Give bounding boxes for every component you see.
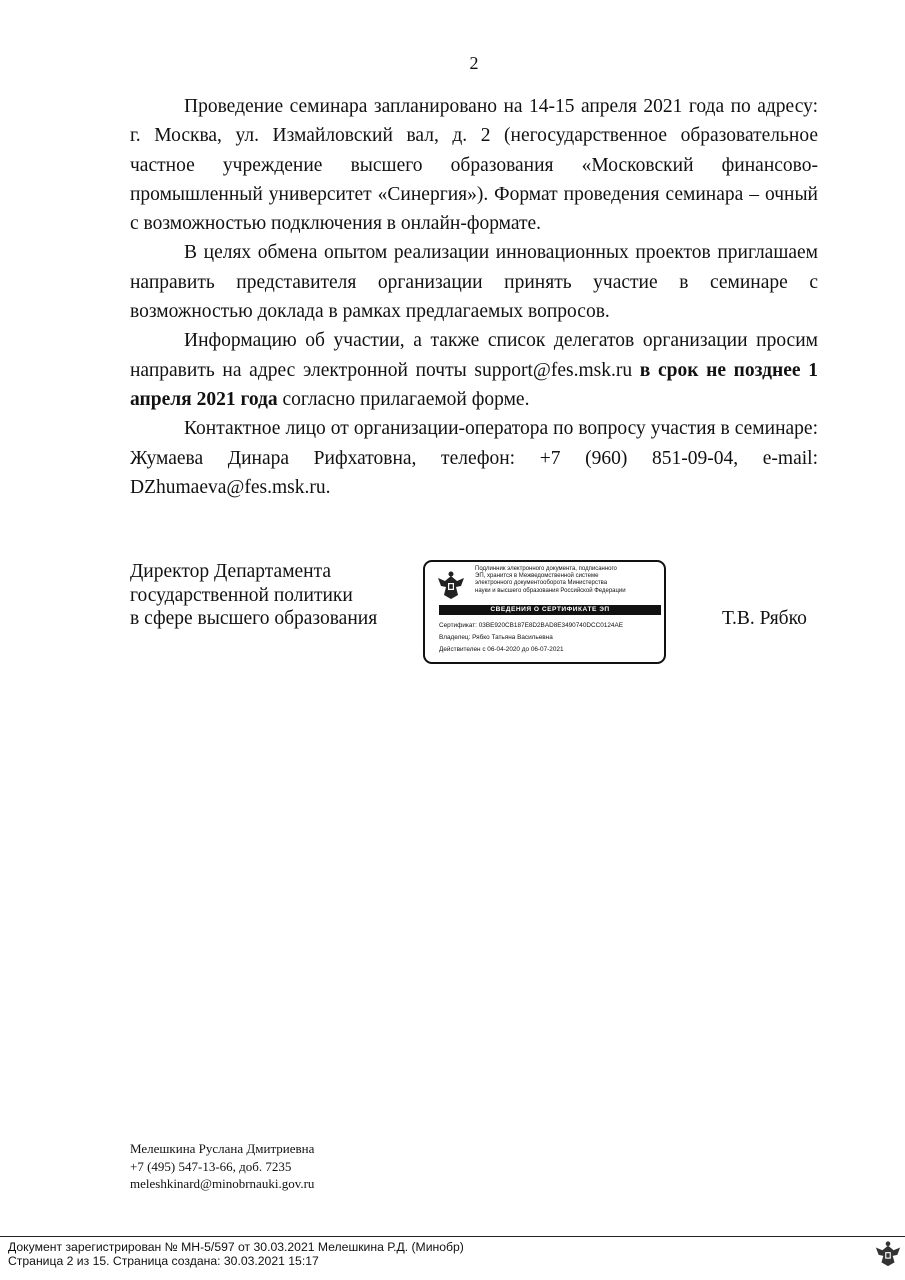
stamp-note-line: Подлинник электронного документа, подписанного xyxy=(475,566,617,572)
electronic-signature-stamp xyxy=(423,560,666,664)
footer-page-info: Страница 2 из 15. Страница создана: 30.03.2021 15:17 xyxy=(8,1253,319,1268)
signatory-name: Т.В. Рябко xyxy=(722,608,807,629)
footer xyxy=(8,1241,464,1268)
letter-body xyxy=(130,92,818,502)
paragraph-seminar-date: Проведение семинара запланировано на 14-15 апреля 2021 года по адресу: г. Москва, ул. Измайловский вал, д. 2 (негосударственное образовательное частное учреждение высшего образования «Московский финансово-промышленный университет «Синергия»). Формат проведения семинара – очный с возможностью подключения в онлайн-формате. xyxy=(130,96,818,235)
footer-registration: Документ зарегистрирован № МН-5/597 от 30.03.2021 Мелешкина Р.Д. (Минобр) xyxy=(8,1240,464,1254)
paragraph-deadline xyxy=(130,326,818,414)
signatory-title-line: Директор Департамента xyxy=(130,561,332,582)
footer-divider xyxy=(0,1236,905,1237)
executor-phone: +7 (495) 547-13-66, доб. 7235 xyxy=(130,1158,292,1174)
paragraph-contact: Контактное лицо от организации-оператора по вопросу участия в семинаре: Жумаева Динара Рифхатовна, телефон: +7 (960) 851-09-04, e-mail: DZhumaeva@fes.msk.ru. xyxy=(130,418,818,498)
stamp-note-line: науки и высшего образования Российской Федерации xyxy=(475,587,626,594)
certificate-number: Сертификат: 03BE920CB187E8D2BAD8E3490740DCC0124AE xyxy=(439,622,623,629)
eagle-emblem-icon xyxy=(873,1240,903,1268)
stamp-note-line: ЭП, хранится в Межведомственной системе xyxy=(475,573,599,580)
executor-name: Мелешкина Руслана Дмитриевна xyxy=(130,1141,315,1156)
executor-email: meleshkinard@minobrnauki.gov.ru xyxy=(130,1176,315,1191)
executor-info xyxy=(130,1140,314,1193)
signatory-title xyxy=(130,560,377,631)
deadline-bold: в срок не позднее 1 апреля 2021 года xyxy=(130,359,818,410)
eagle-emblem-icon xyxy=(435,569,467,601)
stamp-note-line: электронного документооборота Министерства xyxy=(475,580,608,587)
deadline-text-end: согласно прилагаемой форме. xyxy=(277,388,530,410)
deadline-text-start: Информацию об участии, а также список делегатов организации просим направить на адрес электронной почты support@fes.msk.ru xyxy=(130,330,818,381)
certificate-validity: Действителен с 06-04-2020 до 06-07-2021 xyxy=(439,646,564,653)
page-number: 2 xyxy=(469,53,479,73)
signatory-title-line: государственной политики xyxy=(130,584,353,606)
certificate-header: СВЕДЕНИЯ О СЕРТИФИКАТЕ ЭП xyxy=(439,605,661,615)
certificate-owner: Владелец: Рябко Татьяна Васильевна xyxy=(439,634,553,641)
paragraph-invitation: В целях обмена опытом реализации инновационных проектов приглашаем направить представителя организации принять участие в семинаре с возможностью доклада в рамках предлагаемых вопросов. xyxy=(130,242,818,323)
signatory-title-line: в сфере высшего образования xyxy=(130,608,378,629)
stamp-note xyxy=(475,566,665,595)
